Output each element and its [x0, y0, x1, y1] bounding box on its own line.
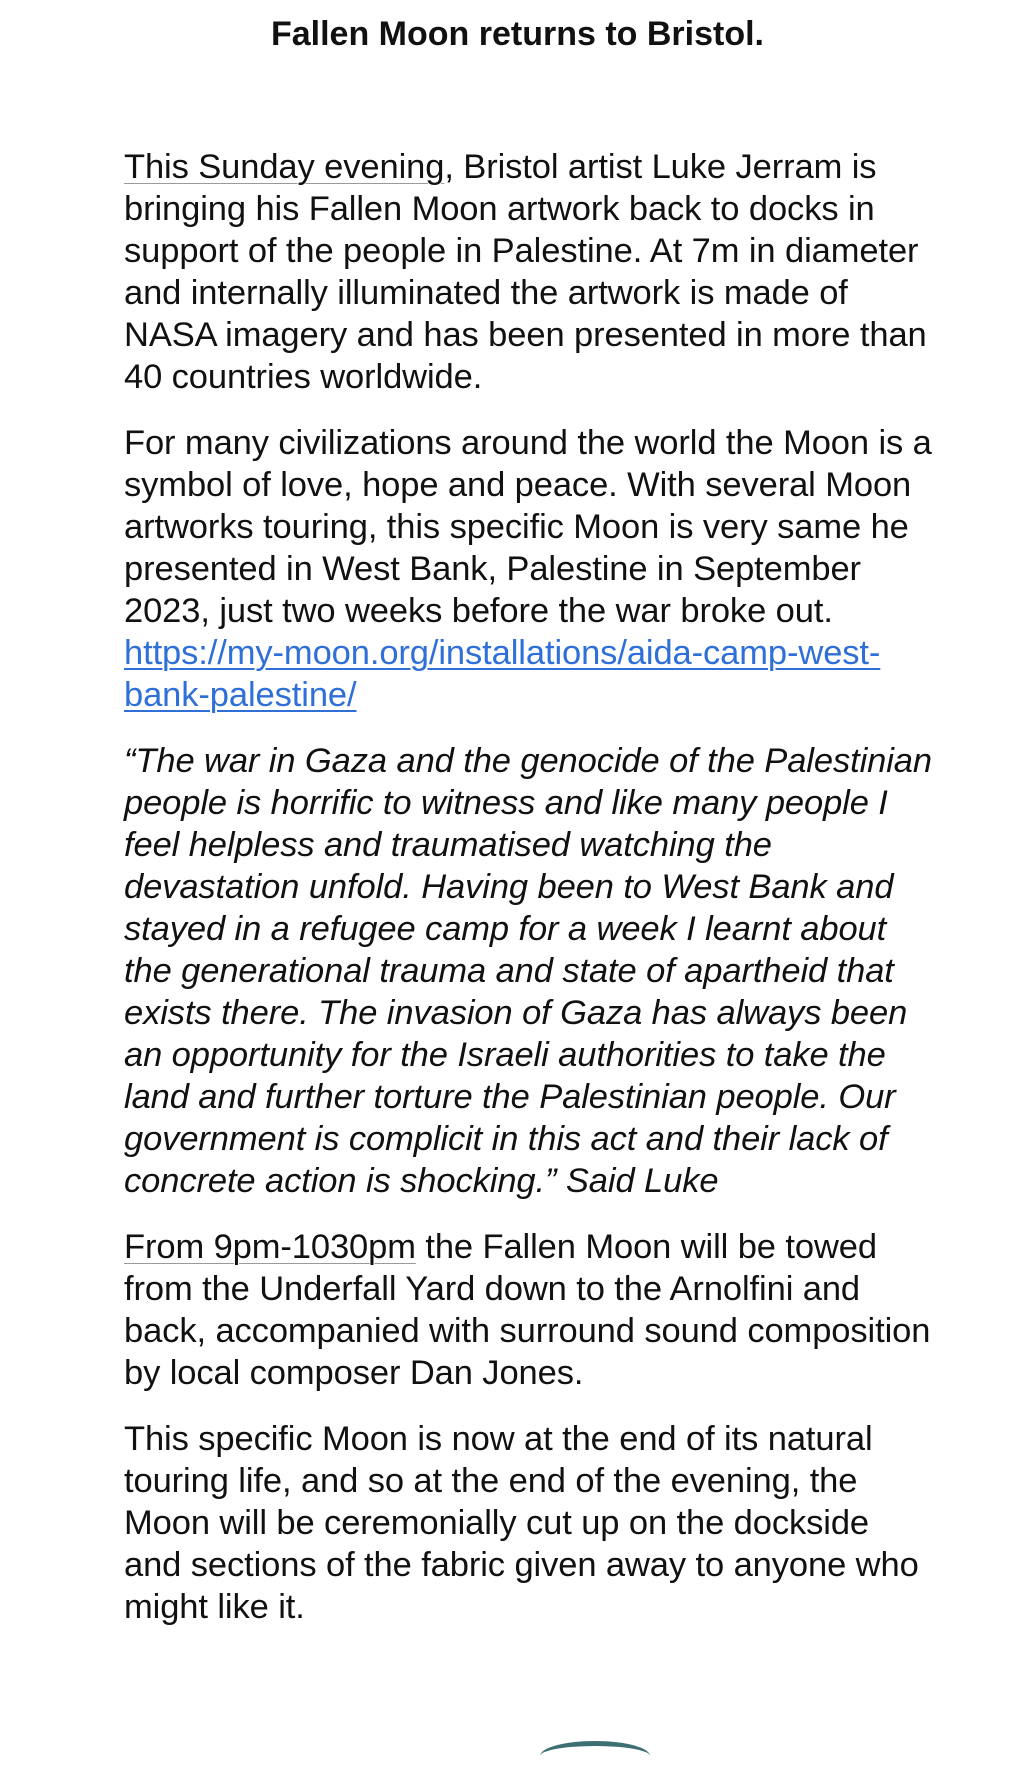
paragraph-history: [124, 422, 934, 716]
paragraph-schedule-text: the Fallen Moon will be towed from the Underfall Yard down to the Arnolfini and back, accompanied with surround sound composition by local composer Dan Jones.: [124, 1228, 931, 1392]
paragraph-schedule: [124, 1226, 934, 1394]
paragraph-quote: [124, 740, 934, 1202]
article-body: [124, 146, 934, 1652]
my-moon-link[interactable]: https://my-moon.org/installations/aida-camp-west-bank-palestine/: [124, 634, 881, 714]
paragraph-history-text: For many civilizations around the world the Moon is a symbol of love, hope and peace. With several Moon artworks touring, this specific Moon is very same he presented in West Bank, Palestine in September 2023, just two weeks before the war broke out.: [124, 424, 932, 630]
event-time-detected[interactable]: From 9pm-1030pm: [124, 1228, 416, 1266]
paragraph-ending: [124, 1418, 934, 1628]
headline: Fallen Moon returns to Bristol.: [270, 15, 765, 53]
event-date-detected[interactable]: This Sunday evening: [124, 148, 445, 186]
quote-text: “The war in Gaza and the genocide of the Palestinian people is horrific to witness and like many people I feel helpless and traumatised watching the devastation unfold. Having been to West Bank and stayed in a refugee camp for a week I learnt about the generational trauma and state of apartheid that exists there. The invasion of Gaza has always been an opportunity for the Israeli authorities to take the land and further torture the Palestinian people. Our government is complicit in this act and their lack of concrete action is shocking.” Said Luke: [124, 742, 932, 1200]
paragraph-ending-text: This specific Moon is now at the end of its natural touring life, and so at the end of the evening, the Moon will be ceremonially cut up on the dockside and sections of the fabric given away to anyone who might like it.: [124, 1420, 919, 1626]
paragraph-intro-text: , Bristol artist Luke Jerram is bringing his Fallen Moon artwork back to docks in support of the people in Palestine. At 7m in diameter and internally illuminated the artwork is made of NASA imagery and has been presented in more than 40 countries worldwide.: [124, 148, 927, 396]
paragraph-intro: [124, 146, 934, 398]
scroll-peek-arc: [540, 1741, 650, 1771]
